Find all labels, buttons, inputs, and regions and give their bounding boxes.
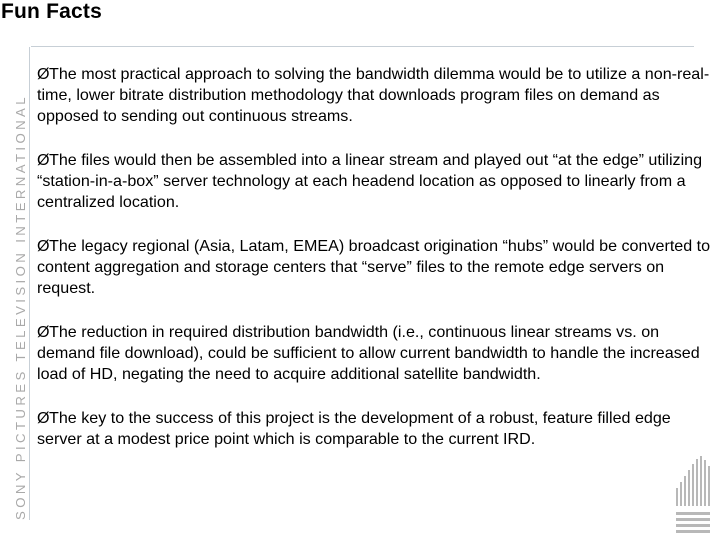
bullet-arrow-icon: Ø [37,237,50,255]
left-vertical-rule [29,47,30,520]
side-company-text: SONY PICTURES TELEVISION INTERNATIONAL [13,94,28,520]
bullet-text: The key to the success of this project is the development of a robust, feature filled edge server at a modest price point which is comparable to the current IRD. [37,409,671,448]
bullet-text: The legacy regional (Asia, Latam, EMEA) broadcast origination “hubs” would be converted to content aggregation and storage centers that “serve” files to the remote edge servers on request. [37,237,711,297]
bullet-item-3 [37,236,717,299]
bullet-item-2 [37,150,717,213]
slide-title: Fun Facts [1,0,102,23]
title-divider [31,46,694,47]
bullet-arrow-icon: Ø [37,409,50,427]
bullet-arrow-icon: Ø [37,151,50,169]
bullet-text: The files would then be assembled into a linear stream and played out “at the edge” utilizing “station-in-a-box” server technology at each headend location as opposed to linearly from a centralized location. [37,151,703,211]
bullet-text: The most practical approach to solving the bandwidth dilemma would be to utilize a non-real-time, lower bitrate distribution methodology that downloads program files on demand as opposed to sending out continuous streams. [37,65,710,125]
bullet-arrow-icon: Ø [37,323,50,341]
bullet-list [37,64,717,473]
bullet-item-5 [37,408,717,450]
bullet-item-1 [37,64,717,127]
sony-pictures-logo-icon [670,456,716,536]
bullet-text: The reduction in required distribution bandwidth (i.e., continuous linear streams vs. on demand file download), could be sufficient to allow current bandwidth to handle the increased load of HD, negating the need to acquire additional satellite bandwidth. [37,323,700,383]
bullet-arrow-icon: Ø [37,65,50,83]
bullet-item-4 [37,322,717,385]
